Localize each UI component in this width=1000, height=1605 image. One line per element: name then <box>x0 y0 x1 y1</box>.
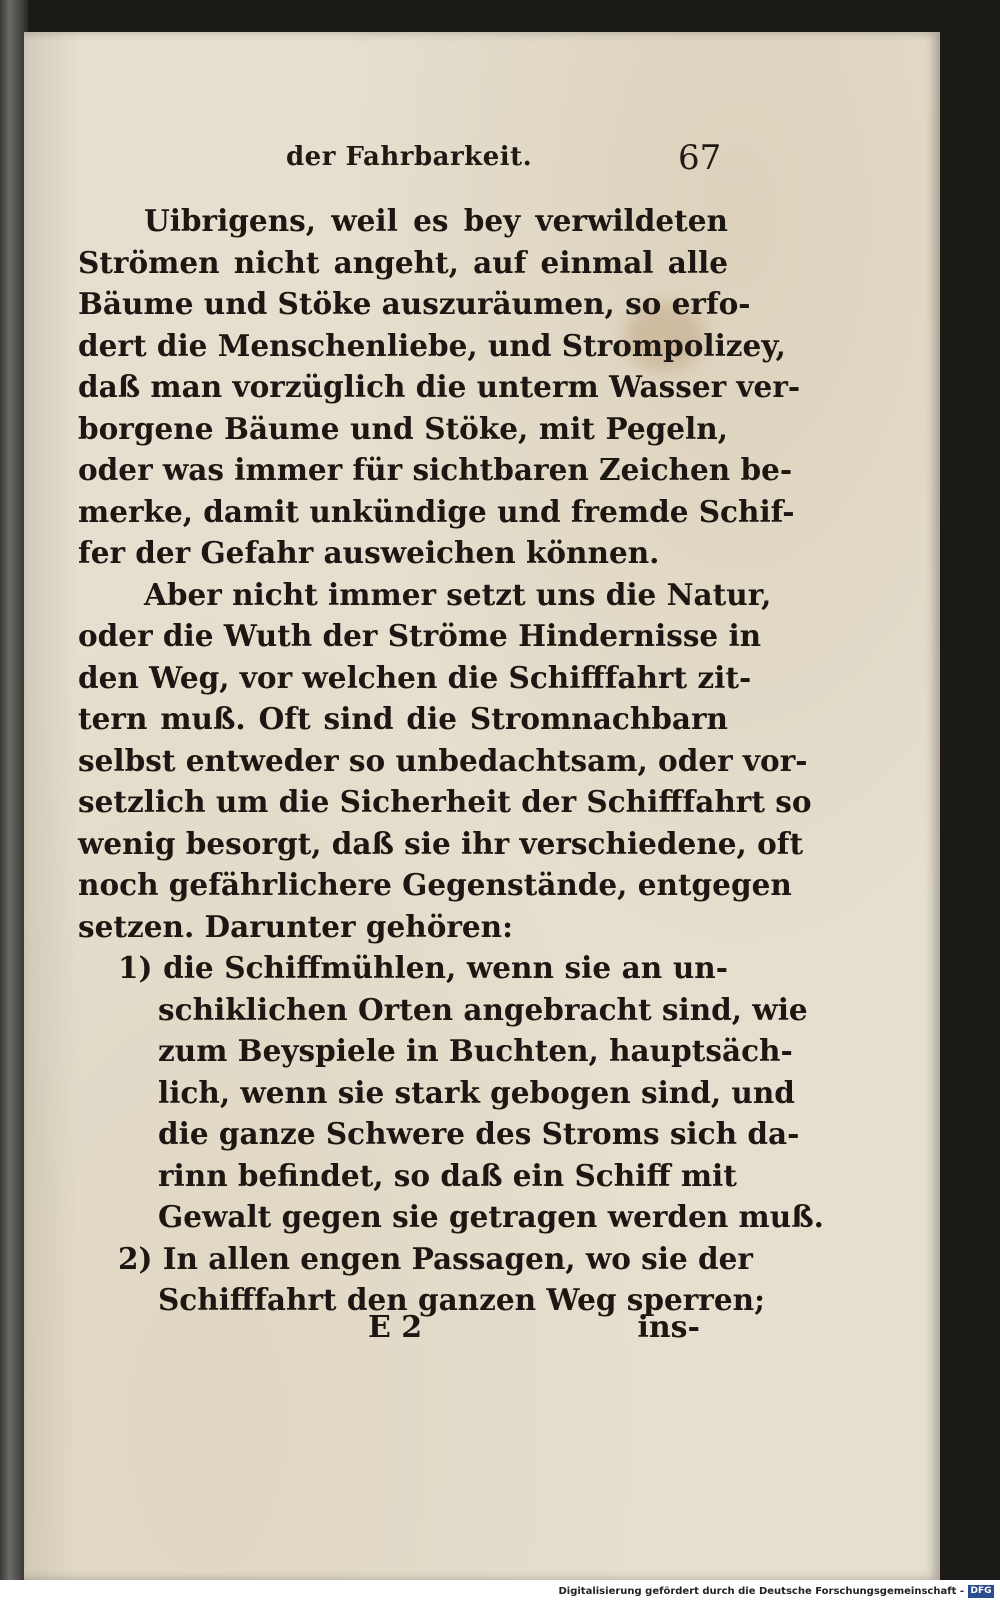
text-line: wenig besorgt, daß sie ihr verschiedene, oft <box>78 825 804 861</box>
list-item-line: schiklichen Orten angebracht sind, wie <box>158 991 808 1027</box>
text-line: setzen. Darunter gehören: <box>78 908 514 944</box>
page-number: 67 <box>678 138 722 178</box>
list-item-line: lich, wenn sie stark gebogen sind, und <box>158 1074 795 1110</box>
catchline <box>368 1310 728 1350</box>
body-text <box>78 200 824 1321</box>
text-line: Aber nicht immer setzt uns die Natur, <box>144 576 772 612</box>
book-page <box>24 32 940 1580</box>
list-item-line: Gewalt gegen sie getragen werden muß. <box>158 1199 824 1234</box>
running-head: der Fahrbarkeit. <box>286 142 533 172</box>
text-line: setzlich um die Sicherheit der Schifffahrt so <box>78 784 812 819</box>
text-line: borgene Bäume und Stöke, mit Pegeln, <box>78 410 728 446</box>
digitization-footer <box>0 1580 1000 1605</box>
text-line: fer der Gefahr ausweichen können. <box>78 535 660 570</box>
text-line: daß man vorzüglich die unterm Wasser ver- <box>78 369 801 404</box>
text-line: merke, damit unkündige und fremde Schif- <box>78 493 795 529</box>
text-line: oder die Wuth der Ströme Hindernisse in <box>78 618 762 653</box>
text-line: tern muß. Oft sind die Stromnachbarn <box>78 701 728 736</box>
list-item-line: rinn befindet, so daß ein Schiff mit <box>158 1157 737 1193</box>
dfg-logo: DFG <box>968 1585 994 1598</box>
text-line: selbst entweder so unbedachtsam, oder vor- <box>78 742 808 778</box>
signature-mark: E 2 <box>368 1310 423 1345</box>
text-line: oder was immer für sichtbaren Zeichen be- <box>78 452 793 487</box>
catchword: ins- <box>637 1310 700 1345</box>
text-line: Strömen nicht angeht, auf einmal alle <box>78 244 728 280</box>
list-item-line: 1) die Schiffmühlen, wenn sie an un- <box>118 950 728 985</box>
text-line: Uibrigens, weil es bey verwildeten <box>144 203 728 238</box>
list-item-line: Schifffahrt den ganzen Weg sperren; <box>158 1282 765 1317</box>
text-line: den Weg, vor welchen die Schifffahrt zit- <box>78 659 752 695</box>
text-line: Bäume und Stöke auszuräumen, so erfo- <box>78 286 751 321</box>
list-item-line: die ganze Schwere des Stroms sich da- <box>158 1116 800 1151</box>
list-item-line: zum Beyspiele in Buchten, hauptsäch- <box>158 1033 793 1068</box>
footer-credit: Digitalisierung gefördert durch die Deutsche Forschungsgemeinschaft - <box>558 1586 964 1597</box>
text-line: dert die Menschenliebe, und Strompolizey, <box>78 327 786 363</box>
list-item-line: 2) In allen engen Passagen, wo sie der <box>118 1240 753 1276</box>
text-line: noch gefährlichere Gegenstände, entgegen <box>78 867 792 902</box>
